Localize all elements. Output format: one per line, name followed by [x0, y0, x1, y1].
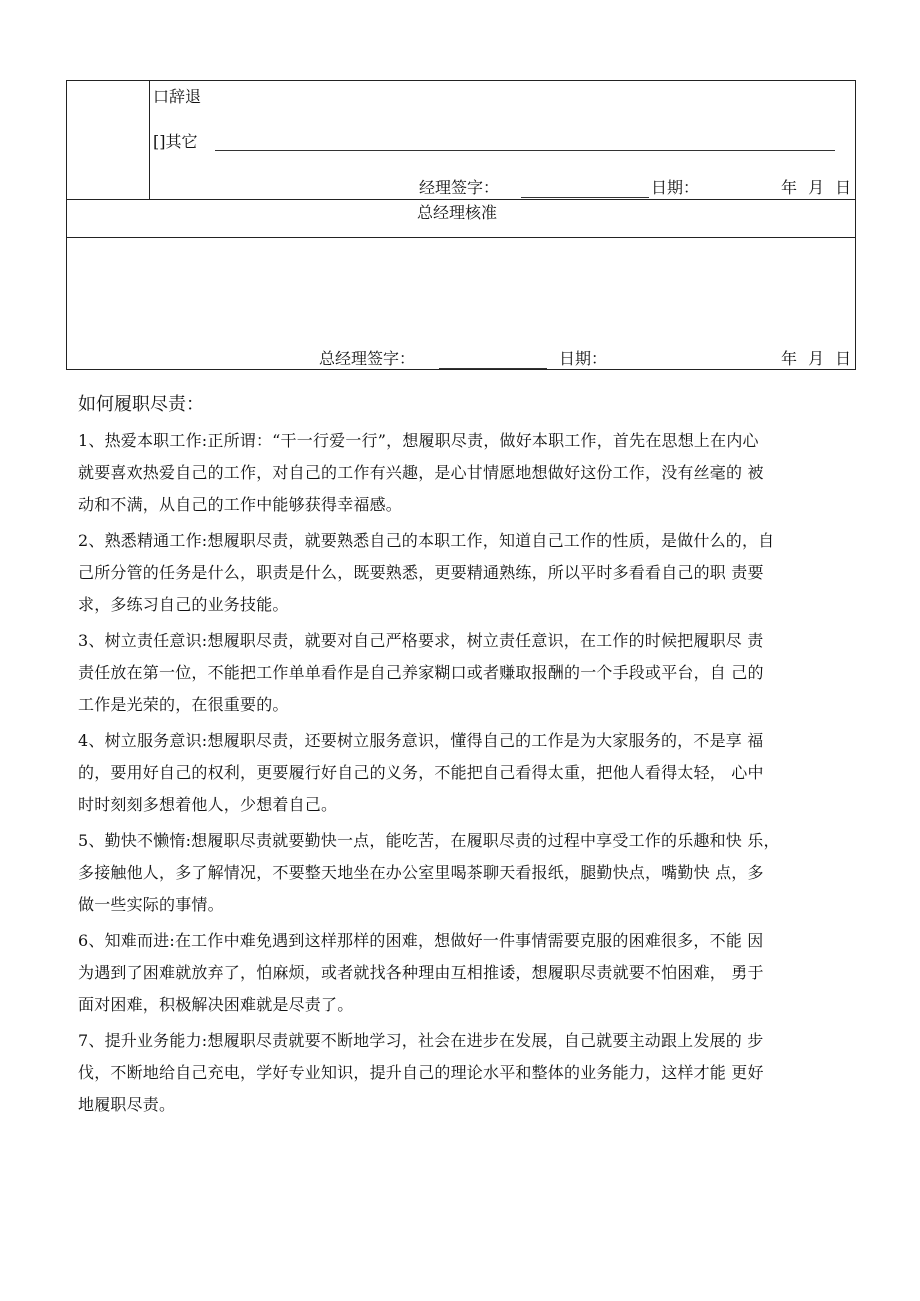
text-line: 的，要用好自己的权利，更要履行好自己的义务，不能把自己看得太重，把他人看得太轻， 心中	[78, 763, 764, 782]
gm-date-label: 日期：	[559, 349, 608, 368]
option-resign: 口辞退	[153, 87, 202, 106]
gm-signature-line	[439, 368, 547, 369]
text-line: 面对困难，积极解决困难就是尽责了。	[78, 995, 354, 1014]
manager-date-label: 日期：	[651, 178, 700, 197]
text-line: 地履职尽责。	[78, 1095, 176, 1114]
manager-signature-line	[521, 197, 649, 198]
text-line: 就要喜欢热爱自己的工作，对自己的工作有兴趣，是心甘情愿地想做好这份工作，没有丝毫的 被	[78, 463, 764, 482]
duties-body	[78, 425, 883, 1125]
text-line: 4、树立服务意识:想履职尽责，还要树立服务意识，懂得自己的工作是为大家服务的，不是享 福	[78, 731, 764, 750]
paragraph-3	[78, 625, 883, 721]
text-line: 求，多练习自己的业务技能。	[78, 595, 289, 614]
text-line: 动和不满，从自己的工作中能够获得幸福感。	[78, 495, 403, 514]
paragraph-2	[78, 525, 883, 621]
paragraph-7	[78, 1025, 883, 1121]
text-line: 为遇到了困难就放弃了，怕麻烦，或者就找各种理由互相推诿，想履职尽责就要不怕困难， 勇于	[78, 963, 764, 982]
section-title: 如何履职尽责：	[78, 394, 204, 415]
table-column-divider	[149, 81, 150, 199]
gm-date-units: 年 月 日	[781, 349, 852, 368]
text-line: 工作是光荣的，在很重要的。	[78, 695, 289, 714]
text-line: 6、知难而进:在工作中难免遇到这样那样的困难，想做好一件事情需要克服的困难很多，不能 因	[78, 931, 764, 950]
gm-signature-label: 总经理签字：	[319, 349, 416, 368]
text-line: 时时刻刻多想着他人，少想着自己。	[78, 795, 338, 814]
table-row-divider	[67, 237, 855, 238]
text-line: 5、勤快不懒惰:想履职尽责就要勤快一点，能吃苦，在履职尽责的过程中享受工作的乐趣和快 乐，	[78, 831, 780, 850]
manager-date-units: 年 月 日	[781, 178, 852, 197]
text-line: 己所分管的任务是什么，职责是什么，既要熟悉，更要精通熟练，所以平时多看看自己的职 责要	[78, 563, 764, 582]
text-line: 责任放在第一位，不能把工作单单看作是自己养家糊口或者赚取报酬的一个手段或平台，自 己的	[78, 663, 764, 682]
text-line: 多接触他人，多了解情况，不要整天地坐在办公室里喝茶聊天看报纸，腿勤快点，嘴勤快 点，多	[78, 863, 764, 882]
paragraph-5	[78, 825, 883, 921]
paragraph-4	[78, 725, 883, 821]
paragraph-1	[78, 425, 883, 521]
text-line: 7、提升业务能力:想履职尽责就要不断地学习，社会在进步在发展，自己就要主动跟上发展的 步	[78, 1031, 764, 1050]
manager-signature-label: 经理签字：	[419, 178, 500, 197]
table-row-divider	[67, 199, 855, 200]
option-other: []其它	[153, 132, 198, 151]
text-line: 做一些实际的事情。	[78, 895, 224, 914]
text-line: 3、树立责任意识:想履职尽责，就要对自己严格要求，树立责任意识，在工作的时候把履职尽 责	[78, 631, 764, 650]
approval-form-table	[66, 80, 856, 370]
text-line: 伐，不断地给自己充电，学好专业知识，提升自己的理论水平和整体的业务能力，这样才能 更好	[78, 1063, 764, 1082]
text-line: 2、熟悉精通工作:想履职尽责，就要熟悉自己的本职工作，知道自己工作的性质，是做什么的，自	[78, 531, 775, 550]
text-line: 1、热爱本职工作:正所谓：“干一行爱一行”，想履职尽责，做好本职工作，首先在思想上在内心	[78, 431, 759, 450]
paragraph-6	[78, 925, 883, 1021]
gm-approval-header: 总经理核准	[417, 203, 498, 222]
other-reason-line	[215, 150, 835, 151]
